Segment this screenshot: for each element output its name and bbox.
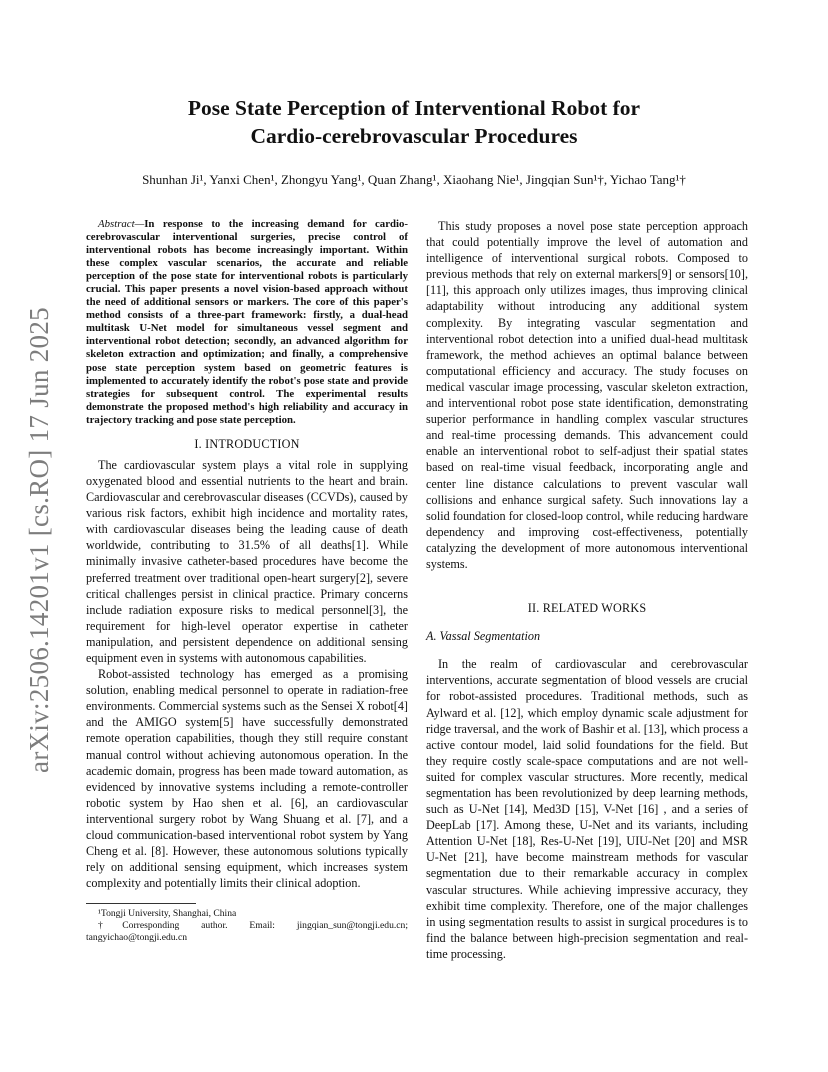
- left-column: [86, 218, 408, 944]
- subsection-heading-vassal-segmentation: A. Vassal Segmentation: [426, 629, 541, 644]
- footnotes: [86, 908, 408, 944]
- right-column: [426, 218, 748, 962]
- intro-paragraph-1: The cardiovascular system plays a vital role in supplying oxygenated blood and essential nutrients to the heart and brain. Cardiovascular and cerebrovascular diseases (CCVDs), caused by various risk factors, exhibit high incidence and mortality rates, with cardiovascular diseases being the leading cause of death worldwide, contributing to 31.5% of all deaths[1]. While minimally invasive catheter-based procedures have become the preferred treatment over traditional open-heart surgery[2], severe critical challenges persist in clinical practice. Primary concerns include radiation exposure risks to medical personnel[3], the requirement for high-level operator expertise in catheter manipulation, and persistent dependence on additional sensing equipment even in systems with autonomous capabilities.: [86, 457, 408, 665]
- abstract: [86, 218, 408, 427]
- section-heading-introduction: I. INTRODUCTION: [194, 436, 300, 451]
- intro-paragraph-2: Robot-assisted technology has emerged as a promising solution, enabling medical personnel to operate in radiation-free environments. Commercial systems such as the Sensei X robot[4] and the AMIGO system[5] have successfully demonstrated remote operation capabilities, though they still require constant manual control without achieving autonomous operation. In the academic domain, progress has been made toward automation, as evidenced by innovative systems including a remote-controller robotic system by Hao shen et al. [6], an cardiovascular interventional surgery robot by Wang Shuang et al. [7], and a cloud communication-based interventional robot system by Yang Cheng et al. [8]. However, these autonomous solutions typically rely on additional sensing equipment, which increases system complexity and potentially limits their clinical adoption.: [86, 667, 408, 891]
- arxiv-stamp: [22, 300, 52, 780]
- title-line-2: Cardio-cerebrovascular Procedures: [250, 124, 578, 148]
- abstract-body: In response to the increasing demand for cardio-cerebrovascular interventional surgeries, precise control of interventional robots has become increasingly important. Within these complex vascular scenarios, the accurate and reliable perception of the pose state for interventional robots is particularly crucial. This paper presents a novel vision-based approach without the need of additional sensors or markers. The core of this paper's method consists of a three-part framework: firstly, a dual-head multitask U-Net model for simultaneous vessel segment and interventional robot detection; secondly, an advanced algorithm for skeleton extraction and optimization; and finally, a comprehensive pose state perception system based on geometric features is implemented to accurately identify the robot's pose state and provide strategies for subsequent control. The experimental results demonstrate the proposed method's high reliability and accuracy in trajectory tracking and pose state perception.: [86, 218, 408, 426]
- footnote-affiliation: ¹Tongji University, Shanghai, China: [98, 908, 237, 920]
- title-line-1: Pose State Perception of Interventional Robot for: [187, 96, 641, 120]
- right-paragraph-2: In the realm of cardiovascular and cerebrovascular interventions, accurate segmentation of blood vessels are crucial for robot-assisted procedures. Traditional methods, such as Aylward et al. [12], which employ dynamic scale adjustment for ridge traversal, and the work of Bashir et al. [13], which process a active contour model, laid solid foundations for the field. But they require costly scale-space computations and are not well-suited for complex vascular structures. More recently, medical segmentation has been revolutionized by deep learning methods, such as U-Net [14], Med3D [15], V-Net [16] , and a series of DeepLab [17]. Among these, U-Net and its variants, including Attention U-Net [18], Res-U-Net [19], UIU-Net [20] and MSR U-Net [21], have become mainstream methods for vascular segmentation due to their remarkable accuracy in complex vascular structures. While achieving impressive accuracy, they exhibit time complexity. Therefore, one of the major challenges in using segmentation results to assist in surgical procedures is to find the balance between high-precision segmentation and real-time processing.: [426, 657, 748, 961]
- abstract-lead: Abstract—: [98, 218, 145, 230]
- arxiv-stamp-text: arXiv:2506.14201v1 [cs.RO] 17 Jun 2025: [24, 307, 54, 773]
- footnote-rule: [86, 903, 196, 904]
- footnote-corresponding: †Corresponding author. Email: jingqian_sun@tongji.edu.cn; tangyichao@tongji.edu.cn: [86, 920, 408, 944]
- author-list: Shunhan Ji¹, Yanxi Chen¹, Zhongyu Yang¹, Quan Zhang¹, Xiaohang Nie¹, Jingqian Sun¹†, Yichao Tang¹†: [142, 172, 686, 187]
- right-paragraph-1: This study proposes a novel pose state perception approach that could potentially improve the level of automation and intelligence of interventional surgical robots. Composed to previous methods that rely on external markers[9] or sensors[10], [11], this approach only utilizes images, thus improving clinical adaptability without introducing any additional system complexity. By integrating vascular segmentation and interventional robot detection into a unified dual-head multitask framework, the method achieves an optimal balance between computational efficiency and accuracy. The study focuses on medical vascular image processing, vascular skeleton extraction, and interventional robot pose state identification, demonstrating superior performance in handling complex vascular structures and real-time processing demands. This advancement could enable an interventional robot to self-adjust their spatial states based on real-time visual feedback, incorporating angle and center line distance calculations to prevent vascular wall collisions and enhance surgical safety. Such innovations lay a solid foundation for closed-loop control, while reducing hardware dependency and improving cost-effectiveness, potentially catalyzing the development of more autonomous interventional systems.: [426, 219, 748, 571]
- section-heading-related-works: II. RELATED WORKS: [527, 601, 647, 616]
- paper-title: [80, 94, 748, 150]
